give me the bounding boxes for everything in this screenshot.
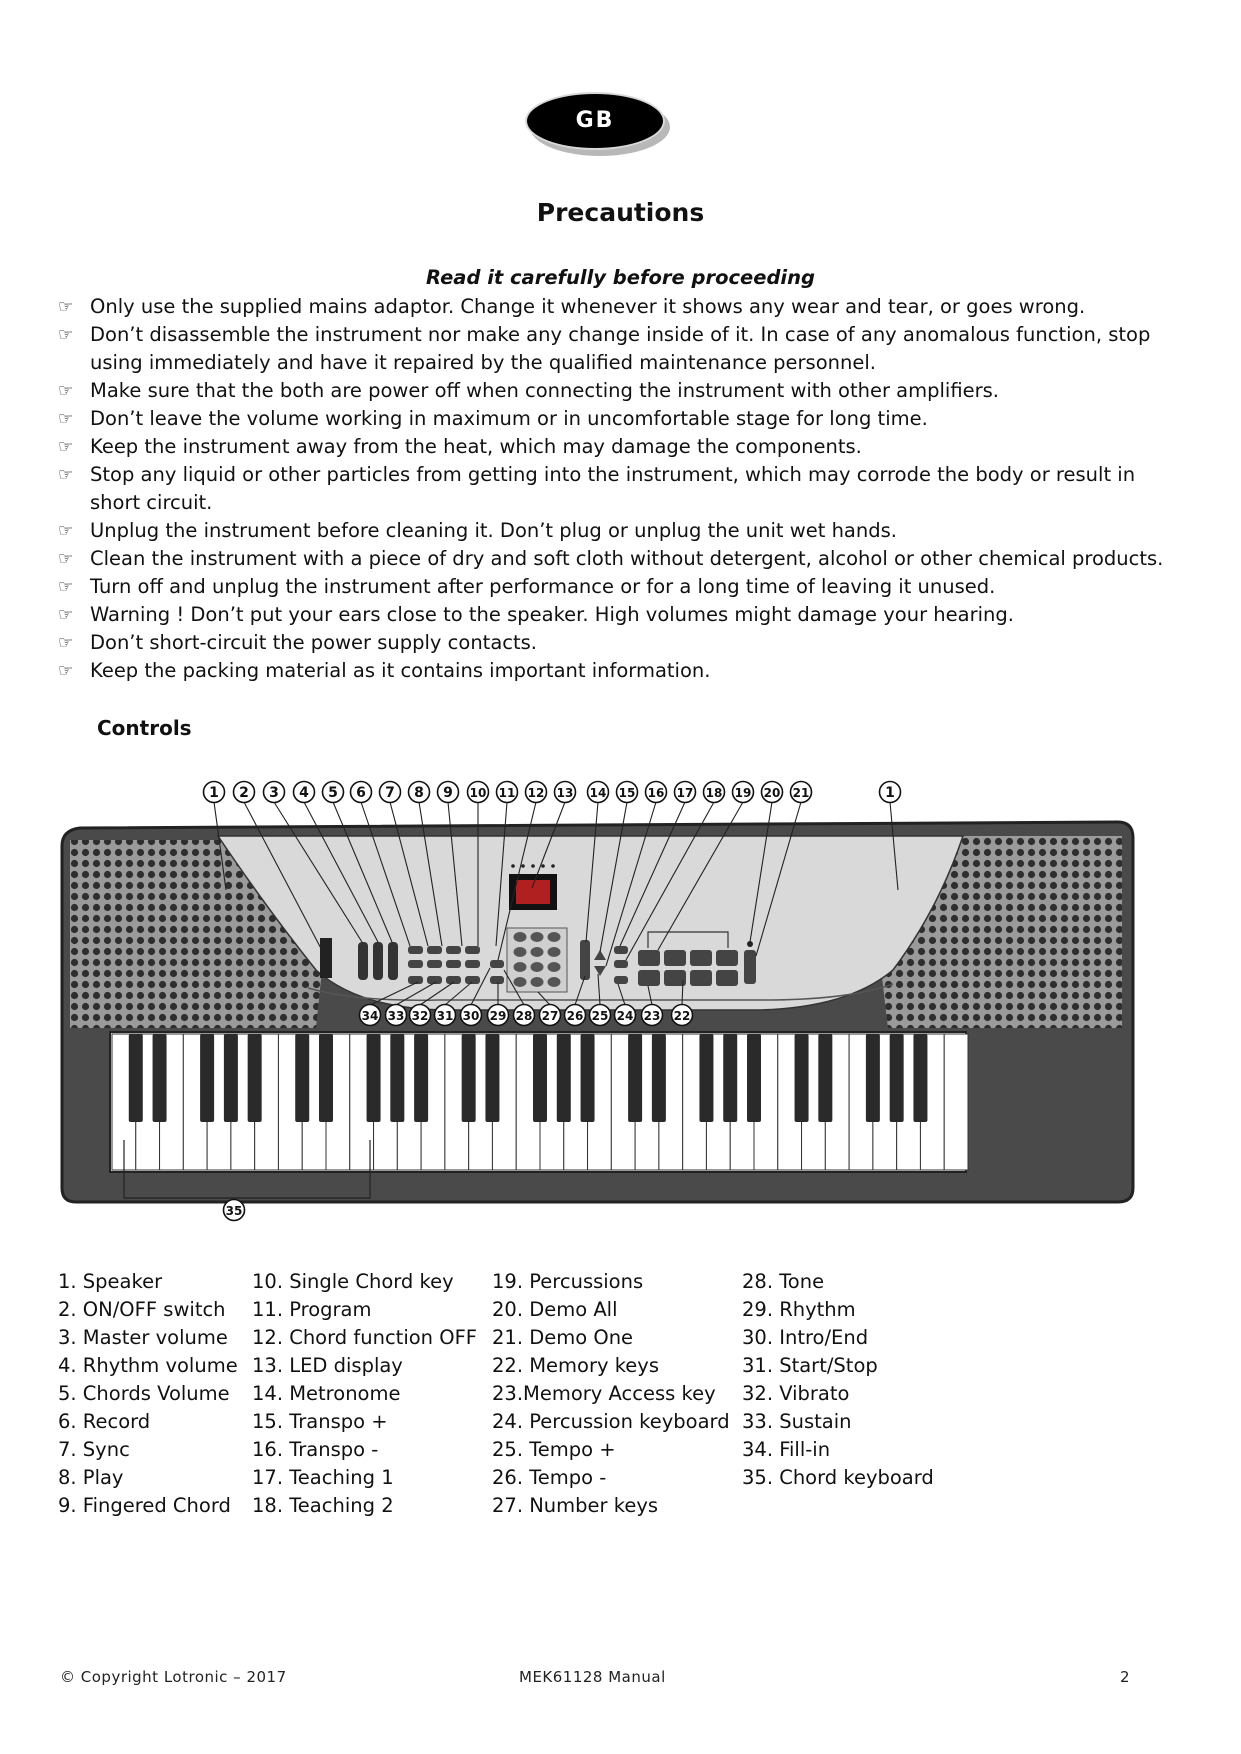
legend-item: 34. Fill-in [742, 1438, 831, 1461]
memory-key [664, 950, 686, 966]
number-key [514, 947, 527, 957]
legend-column-2 [252, 1268, 477, 1520]
master-volume-slider [358, 942, 368, 980]
callout-2-top [234, 782, 255, 803]
number-key [531, 977, 544, 987]
legend-item: 16. Transpo - [252, 1438, 379, 1461]
panel-button [744, 950, 756, 984]
legend-item: 3. Master volume [58, 1326, 228, 1349]
callout-1-top [880, 782, 901, 803]
callout-7-top [380, 782, 401, 803]
callout-25-bottom [590, 1005, 611, 1026]
precautions-list [58, 293, 1178, 685]
callout-8-top [409, 782, 430, 803]
page-subtitle: Read it carefully before proceeding [426, 266, 815, 289]
callout-29-bottom [488, 1005, 509, 1026]
black-key [747, 1034, 761, 1122]
legend-item: 10. Single Chord key [252, 1270, 454, 1293]
page-title: Precautions [536, 198, 705, 227]
callout-18-top [704, 782, 725, 803]
panel-button [614, 946, 628, 954]
legend-item: 15. Transpo + [252, 1410, 388, 1433]
callout-12-top [526, 782, 547, 803]
number-key [531, 932, 544, 942]
svg-text:35: 35 [225, 1204, 243, 1218]
svg-text:25: 25 [591, 1009, 609, 1023]
list-item: ☞ Stop any liquid or other particles from getting into the instrument, which may corrode the body or result in short circuit. [58, 463, 1136, 514]
panel-button [446, 960, 461, 968]
svg-text:31: 31 [436, 1009, 454, 1023]
number-key [514, 962, 527, 972]
svg-text:32: 32 [411, 1009, 429, 1023]
pointing-hand-icon: ☞ [58, 605, 74, 625]
chords-volume-slider [388, 942, 398, 980]
svg-text:13: 13 [556, 786, 574, 800]
svg-text:18: 18 [705, 786, 723, 800]
legend-item: 12. Chord function OFF [252, 1326, 478, 1349]
legend-column-1 [58, 1268, 238, 1520]
panel-button [465, 976, 480, 984]
pointing-hand-icon: ☞ [58, 633, 74, 653]
legend-column-4 [742, 1268, 934, 1492]
callout-28-bottom [514, 1005, 535, 1026]
pointing-hand-icon: ☞ [58, 465, 74, 485]
black-key [319, 1034, 333, 1122]
panel-button [580, 940, 590, 980]
legend-item: 9. Fingered Chord [58, 1494, 231, 1517]
svg-text:9: 9 [443, 785, 453, 801]
black-key [699, 1034, 713, 1122]
panel-button [614, 976, 628, 984]
legend-item: 24. Percussion keyboard [492, 1410, 730, 1433]
svg-text:28: 28 [515, 1009, 533, 1023]
svg-text:27: 27 [541, 1009, 559, 1023]
controls-heading: Controls [97, 716, 192, 740]
number-key [514, 932, 527, 942]
callout-3-top [264, 782, 285, 803]
svg-text:22: 22 [673, 1009, 691, 1023]
memory-key [638, 950, 660, 966]
panel-button [427, 960, 442, 968]
svg-text:16: 16 [647, 786, 665, 800]
panel-button [614, 960, 628, 968]
callout-35 [224, 1200, 245, 1221]
callout-13-top [555, 782, 576, 803]
legend-item: 23.Memory Access key [492, 1382, 716, 1405]
language-badge-label: GB [525, 92, 665, 150]
memory-key [690, 970, 712, 986]
panel-button [427, 946, 442, 954]
panel-button [465, 946, 480, 954]
list-item: ☞ Keep the instrument away from the heat, which may damage the components. [58, 433, 1178, 461]
pointing-hand-icon: ☞ [58, 521, 74, 541]
panel-button [490, 976, 504, 984]
svg-text:4: 4 [299, 785, 309, 801]
callout-9-top [438, 782, 459, 803]
black-key [628, 1034, 642, 1122]
black-key [890, 1034, 904, 1122]
legend-item: 11. Program [252, 1298, 372, 1321]
svg-text:5: 5 [328, 785, 338, 801]
black-key [367, 1034, 381, 1122]
pointing-hand-icon: ☞ [58, 577, 74, 597]
pointing-hand-icon: ☞ [58, 409, 74, 429]
rhythm-volume-slider [373, 942, 383, 980]
black-key [533, 1034, 547, 1122]
legend-item: 31. Start/Stop [742, 1354, 878, 1377]
svg-text:26: 26 [566, 1009, 584, 1023]
black-key [485, 1034, 499, 1122]
callout-1-top [204, 782, 225, 803]
memory-key [716, 970, 738, 986]
callout-6-top [351, 782, 372, 803]
legend-column-3 [492, 1268, 730, 1520]
list-item: ☞ Unplug the instrument before cleaning it. Don’t plug or unplug the unit wet hands. [58, 517, 1178, 545]
legend-item: 18. Teaching 2 [252, 1494, 394, 1517]
black-key [795, 1034, 809, 1122]
panel-button [465, 960, 480, 968]
legend-item: 32. Vibrato [742, 1382, 850, 1405]
black-key [248, 1034, 262, 1122]
black-key [224, 1034, 238, 1122]
footer-manual-name: MEK61128 Manual [519, 1668, 666, 1686]
legend-item: 6. Record [58, 1410, 151, 1433]
number-key [548, 932, 561, 942]
black-key [390, 1034, 404, 1122]
legend-item: 8. Play [58, 1466, 124, 1489]
svg-text:24: 24 [616, 1009, 634, 1023]
legend-item: 4. Rhythm volume [58, 1354, 238, 1377]
callout-24-bottom [615, 1005, 636, 1026]
legend-item: 7. Sync [58, 1438, 130, 1461]
svg-text:6: 6 [356, 785, 366, 801]
svg-text:11: 11 [498, 786, 516, 800]
black-key [818, 1034, 832, 1122]
panel-button [446, 946, 461, 954]
list-item: ☞ Keep the packing material as it contains important information. [58, 657, 1178, 685]
language-badge [525, 92, 673, 158]
number-key [548, 977, 561, 987]
led-display-screen [516, 880, 550, 904]
black-key [866, 1034, 880, 1122]
callout-4-top [294, 782, 315, 803]
legend-item: 2. ON/OFF switch [58, 1298, 226, 1321]
number-key [514, 977, 527, 987]
svg-text:30: 30 [462, 1009, 480, 1023]
pointing-hand-icon: ☞ [58, 381, 74, 401]
number-key [548, 962, 561, 972]
svg-text:3: 3 [269, 785, 279, 801]
legend-item: 21. Demo One [492, 1326, 634, 1349]
legend-item: 35. Chord keyboard [742, 1466, 934, 1489]
callout-19-top [733, 782, 754, 803]
pointing-hand-icon: ☞ [58, 661, 74, 681]
svg-text:20: 20 [763, 786, 781, 800]
svg-text:2: 2 [239, 785, 249, 801]
svg-text:34: 34 [361, 1009, 379, 1023]
white-key [944, 1034, 968, 1170]
legend-item: 29. Rhythm [742, 1298, 856, 1321]
list-item: ☞ Don’t short-circuit the power supply contacts. [58, 629, 1178, 657]
svg-text:10: 10 [469, 786, 487, 800]
legend-item: 26. Tempo - [492, 1466, 607, 1489]
legend-item: 20. Demo All [492, 1298, 618, 1321]
legend-item: 33. Sustain [742, 1410, 852, 1433]
pointing-hand-icon: ☞ [58, 297, 74, 317]
callout-30-bottom [461, 1005, 482, 1026]
callout-21-top [791, 782, 812, 803]
footer-page-number: 2 [1120, 1668, 1131, 1686]
list-item: ☞ Turn off and unplug the instrument after performance or for a long time of leaving it unused. [58, 573, 1178, 601]
list-item: ☞ Warning ! Don’t put your ears close to the speaker. High volumes might damage your hearing. [58, 601, 1178, 629]
list-item: ☞ Only use the supplied mains adaptor. Change it whenever it shows any wear and tear, or goes wrong. [58, 293, 1178, 321]
callout-22-bottom [672, 1005, 693, 1026]
svg-text:14: 14 [589, 786, 607, 800]
callout-20-top [762, 782, 783, 803]
callout-11-top [497, 782, 518, 803]
black-key [414, 1034, 428, 1122]
callout-31-bottom [435, 1005, 456, 1026]
svg-text:15: 15 [618, 786, 636, 800]
pointing-hand-icon: ☞ [58, 549, 74, 569]
pointing-hand-icon: ☞ [58, 437, 74, 457]
legend-item: 14. Metronome [252, 1382, 401, 1405]
list-item: ☞ Don’t leave the volume working in maximum or in uncomfortable stage for long time. [58, 405, 1178, 433]
callout-27-bottom [540, 1005, 561, 1026]
black-key [153, 1034, 167, 1122]
callout-5-top [323, 782, 344, 803]
callout-14-top [588, 782, 609, 803]
black-key [129, 1034, 143, 1122]
black-key [581, 1034, 595, 1122]
svg-text:1: 1 [885, 785, 895, 801]
number-key [531, 947, 544, 957]
footer-copyright: © Copyright Lotronic – 2017 [60, 1668, 287, 1686]
number-key [531, 962, 544, 972]
callout-15-top [617, 782, 638, 803]
legend-item: 28. Tone [742, 1270, 825, 1293]
list-item: ☞ Make sure that the both are power off when connecting the instrument with other amplifiers. [58, 377, 1178, 405]
black-key [557, 1034, 571, 1122]
memory-key [690, 950, 712, 966]
legend-item: 30. Intro/End [742, 1326, 869, 1349]
black-key [200, 1034, 214, 1122]
callout-17-top [675, 782, 696, 803]
black-key [723, 1034, 737, 1122]
callout-32-bottom [410, 1005, 431, 1026]
black-key [652, 1034, 666, 1122]
panel-button [408, 946, 423, 954]
svg-text:7: 7 [385, 785, 395, 801]
svg-text:12: 12 [527, 786, 545, 800]
black-key [913, 1034, 927, 1122]
legend-item: 22. Memory keys [492, 1354, 660, 1377]
svg-text:33: 33 [387, 1009, 405, 1023]
memory-key [638, 970, 660, 986]
svg-text:29: 29 [489, 1009, 507, 1023]
legend-item: 1. Speaker [58, 1270, 163, 1293]
legend-item: 5. Chords Volume [58, 1382, 230, 1405]
callout-16-top [646, 782, 667, 803]
svg-text:23: 23 [643, 1009, 661, 1023]
pointing-hand-icon: ☞ [58, 325, 74, 345]
svg-text:17: 17 [676, 786, 694, 800]
black-key [295, 1034, 309, 1122]
black-key [462, 1034, 476, 1122]
svg-text:21: 21 [792, 786, 810, 800]
number-key [548, 947, 561, 957]
panel-button [408, 960, 423, 968]
callout-34-bottom [360, 1005, 381, 1026]
svg-text:1: 1 [209, 785, 219, 801]
keyboard-diagram [58, 770, 1158, 1250]
legend-item: 17. Teaching 1 [252, 1466, 394, 1489]
panel-button [490, 960, 504, 968]
legend-item: 19. Percussions [492, 1270, 644, 1293]
legend-item: 13. LED display [252, 1354, 403, 1377]
callout-23-bottom [642, 1005, 663, 1026]
legend-item: 27. Number keys [492, 1494, 659, 1517]
legend-item: 25. Tempo + [492, 1438, 616, 1461]
list-item: ☞ Clean the instrument with a piece of dry and soft cloth without detergent, alcohol or other chemical products. [58, 545, 1178, 573]
callout-10-top [468, 782, 489, 803]
svg-text:8: 8 [414, 785, 424, 801]
list-item: ☞ Don’t disassemble the instrument nor make any change inside of it. In case of any anomalous function, stop using immediately and have it repaired by the qualified maintenance personnel. [58, 323, 1151, 374]
memory-key [716, 950, 738, 966]
svg-text:19: 19 [734, 786, 752, 800]
callout-26-bottom [565, 1005, 586, 1026]
callout-33-bottom [386, 1005, 407, 1026]
